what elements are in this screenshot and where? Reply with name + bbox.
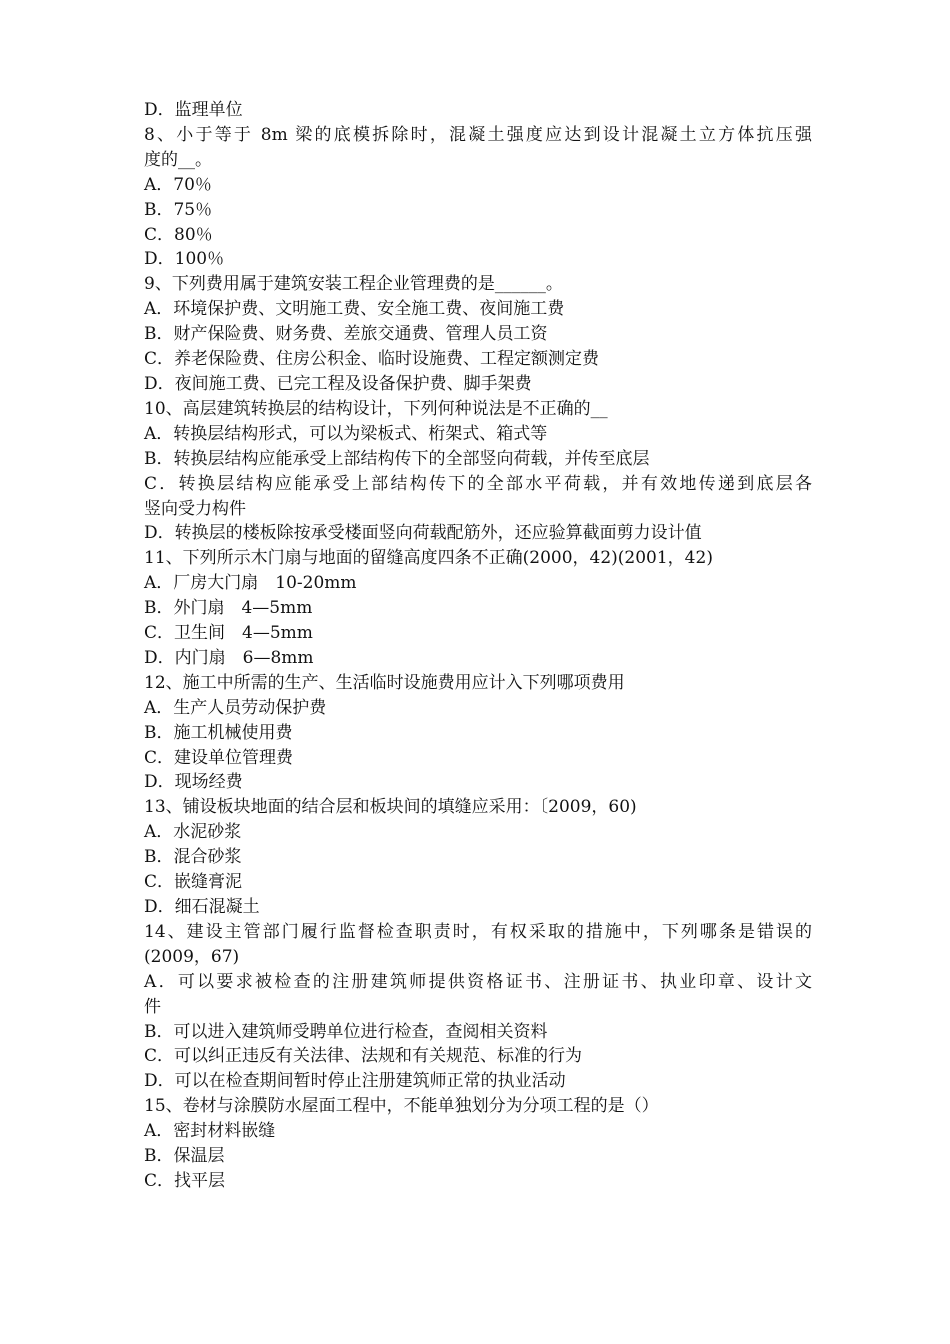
- question-14: 14、建设主管部门履行监督检查职责时，有权采取的措施中，下列哪条是错误的: [144, 921, 812, 942]
- option-b-q15: B．保温层: [144, 1146, 225, 1167]
- option-c-q9: C．养老保险费、住房公积金、临时设施费、工程定额测定费: [144, 349, 600, 370]
- option-c-q12: C．建设单位管理费: [144, 747, 294, 768]
- question-15: 15、卷材与涂膜防水屋面工程中，不能单独划分为分项工程的是（）: [144, 1096, 659, 1117]
- option-a-q11: A．厂房大门扇 10-20mm: [144, 573, 357, 594]
- option-c-q10: C．转换层结构应能承受上部结构传下的全部水平荷载，并有效地传递到底层各: [144, 473, 812, 494]
- option-b-q12: B．施工机械使用费: [144, 722, 293, 743]
- option-d-q12: D．现场经费: [144, 772, 243, 793]
- option-b-q10: B．转换层结构应能承受上部结构传下的全部竖向荷载，并传至底层: [144, 448, 650, 469]
- option-d-q11: D．内门扇 6—8mm: [144, 647, 314, 668]
- question-14-cont: (2009，67): [144, 946, 240, 967]
- option-a-q9: A．环境保护费、文明施工费、安全施工费、夜间施工费: [144, 299, 565, 320]
- option-a-q12: A．生产人员劳动保护费: [144, 697, 327, 718]
- option-b-q9: B．财产保险费、财务费、差旅交通费、管理人员工资: [144, 324, 548, 345]
- option-d-q8: D．100％: [144, 249, 225, 270]
- option-a-q8: A．70％: [144, 174, 212, 195]
- option-d-q9: D．夜间施工费、已完工程及设备保护费、脚手架费: [144, 373, 532, 394]
- option-d-q10: D．转换层的楼板除按承受楼面竖向荷载配筋外，还应验算截面剪力设计值: [144, 523, 702, 544]
- option-a-q13: A．水泥砂浆: [144, 822, 242, 843]
- option-c-q10-cont: 竖向受力构件: [144, 498, 246, 519]
- option-a-q10: A．转换层结构形式，可以为梁板式、桁架式、箱式等: [144, 423, 548, 444]
- question-13: 13、铺设板块地面的结合层和板块间的填缝应采用：〔2009，60): [144, 797, 637, 818]
- option-d-q13: D．细石混凝土: [144, 897, 260, 917]
- option-a-q14-cont: 件: [144, 996, 161, 1017]
- option-a-q14: A．可以要求被检查的注册建筑师提供资格证书、注册证书、执业印章、设计文: [144, 971, 812, 992]
- option-c-q8: C．80％: [144, 224, 213, 245]
- option-b-q13: B．混合砂浆: [144, 847, 242, 868]
- option-a-q15: A．密封材料嵌缝: [144, 1121, 276, 1142]
- option-b-q11: B．外门扇 4—5mm: [144, 598, 313, 619]
- option-b-q14: B．可以进入建筑师受聘单位进行检查，查阅相关资料: [144, 1021, 548, 1042]
- question-12: 12、施工中所需的生产、生活临时设施费用应计入下列哪项费用: [144, 672, 625, 693]
- option-c-q11: C．卫生间 4—5mm: [144, 623, 313, 644]
- question-8-cont: 度的__。: [144, 149, 212, 170]
- question-10: 10、高层建筑转换层的结构设计，下列何种说法是不正确的__: [144, 398, 608, 419]
- question-11: 11、下列所示木门扇与地面的留缝高度四条不正确(2000，42)(2001，42): [144, 548, 713, 569]
- option-c-q14: C．可以纠正违反有关法律、法规和有关规范、标准的行为: [144, 1046, 583, 1067]
- option-c-q13: C．嵌缝膏泥: [144, 872, 243, 893]
- option-d-q7: D．监理单位: [144, 100, 243, 120]
- question-8: 8、小于等于 8m 梁的底模拆除时，混凝土强度应达到设计混凝土立方体抗压强: [144, 124, 812, 145]
- document-page: [144, 98, 812, 1194]
- option-d-q14: D．可以在检查期间暂时停止注册建筑师正常的执业活动: [144, 1071, 566, 1092]
- question-9: 9、下列费用属于建筑安装工程企业管理费的是______。: [144, 274, 563, 295]
- option-b-q8: B．75％: [144, 199, 213, 220]
- option-c-q15: C．找平层: [144, 1170, 226, 1191]
